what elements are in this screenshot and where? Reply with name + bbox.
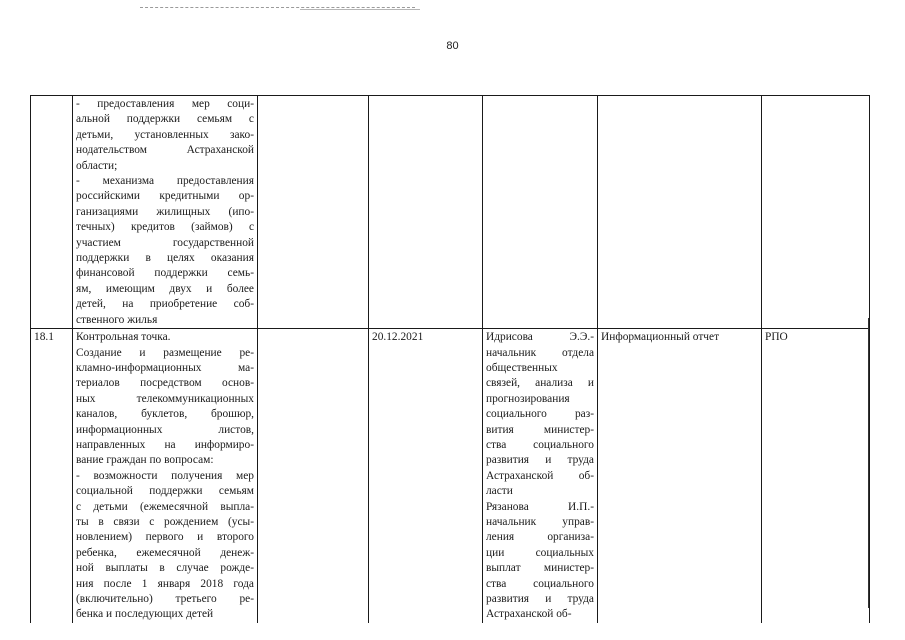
result-type: Информационный отчет: [601, 331, 720, 344]
text-line: развития и труда: [486, 454, 594, 467]
text-line: - предоставления мер соци-: [76, 98, 254, 110]
control-date: 20.12.2021: [372, 331, 424, 344]
text-line: развития и труда: [486, 593, 594, 605]
text-line: бенка и последующих детей: [76, 608, 214, 621]
text-line: общественных: [486, 361, 558, 374]
scan-edge-line: [868, 318, 869, 608]
text-line: социальной поддержки семьям: [76, 485, 254, 498]
cell-description: [73, 96, 258, 329]
text-line: ребенка, ежемесячной денеж-: [76, 546, 254, 559]
text-line: прогнозирования: [486, 392, 570, 405]
table-row-18-1: [31, 329, 870, 623]
cell-number: [31, 96, 73, 329]
cell-responsible: [483, 329, 598, 623]
text-line: ласти: [486, 485, 513, 498]
text-line: Астраханской об-: [486, 608, 572, 621]
page-number: 80: [446, 40, 459, 52]
text-line: новлением) первого и второго: [76, 531, 254, 544]
text-line: начальник отдела: [486, 346, 594, 359]
text-line: ства социального: [486, 577, 594, 590]
plan-table: [30, 95, 870, 623]
text-line: российскими кредитными ор-: [76, 190, 254, 203]
text-line: каналов, буклетов, брошюр,: [76, 408, 254, 421]
cell-result: [598, 329, 762, 623]
text-line: ния после 1 января 2018 года: [76, 577, 254, 590]
scan-artifact-line: [140, 7, 415, 8]
text-line: кламно-информационных ма-: [76, 361, 254, 374]
text-line: информационных листов,: [76, 423, 254, 436]
text-line: начальник управ-: [486, 515, 594, 528]
text-line: ления организа-: [486, 531, 594, 544]
scan-artifact-line: [300, 9, 420, 10]
text-line: детей, на приобретение соб-: [76, 298, 254, 311]
text-line: Контрольная точка.: [76, 331, 171, 344]
text-line: с детьми (ежемесячной выпла-: [76, 500, 254, 513]
text-line: области;: [76, 159, 118, 172]
text-line: ям, имеющим двух и более: [76, 282, 254, 295]
text-line: детьми, установленных зако-: [76, 128, 254, 141]
text-line: вития министер-: [486, 423, 594, 436]
text-line: нодательством Астраханской: [76, 144, 254, 157]
text-line: направленных на информиро-: [76, 438, 254, 451]
responsible-text: [486, 329, 594, 623]
text-line: поддержки в целях оказания: [76, 252, 254, 265]
cell-responsible: [483, 96, 598, 329]
text-line: ты в связи с рождением (усы-: [76, 515, 254, 528]
text-line: связей, анализа и: [486, 377, 594, 390]
text-line: финансовой поддержки семь-: [76, 267, 254, 280]
text-line: (включительно) третьего ре-: [76, 593, 254, 605]
cell-empty: [258, 96, 369, 329]
text-line: ганизациями жилищных (ипо-: [76, 205, 254, 218]
text-line: - возможности получения мер: [76, 469, 254, 482]
text-line: Рязанова И.П.-: [486, 500, 594, 513]
text-line: социального раз-: [486, 408, 594, 421]
table-row-continued: [31, 96, 870, 329]
text-line: ства социального: [486, 438, 594, 451]
text-line: - механизма предоставления: [76, 175, 254, 188]
cell-agency: [762, 96, 870, 329]
text-line: выплат министер-: [486, 562, 594, 575]
row-number: 18.1: [34, 331, 54, 344]
cell-date: [369, 329, 483, 623]
text-line: ственного жилья: [76, 313, 158, 326]
text-line: Создание и размещение ре-: [76, 346, 254, 359]
cell-agency: [762, 329, 870, 623]
cell-number: [31, 329, 73, 623]
continued-description-text: [76, 96, 254, 328]
text-line: ции социальных: [486, 546, 594, 559]
text-line: участием государственной: [76, 236, 254, 249]
text-line: альной поддержки семьям с: [76, 113, 254, 126]
text-line: ной выплаты в случае рожде-: [76, 562, 254, 575]
description-text: [76, 329, 254, 623]
text-line: вание граждан по вопросам:: [76, 454, 214, 467]
text-line: Идрисова Э.Э.-: [486, 331, 594, 344]
text-line: териалов посредством основ-: [76, 377, 254, 390]
text-line: Астраханской об-: [486, 469, 594, 482]
text-line: ных телекоммуникационных: [76, 392, 254, 405]
agency-code: РПО: [765, 331, 788, 344]
cell-description: [73, 329, 258, 623]
cell-date: [369, 96, 483, 329]
cell-empty: [258, 329, 369, 623]
cell-result: [598, 96, 762, 329]
text-line: течных) кредитов (займов) с: [76, 221, 254, 234]
